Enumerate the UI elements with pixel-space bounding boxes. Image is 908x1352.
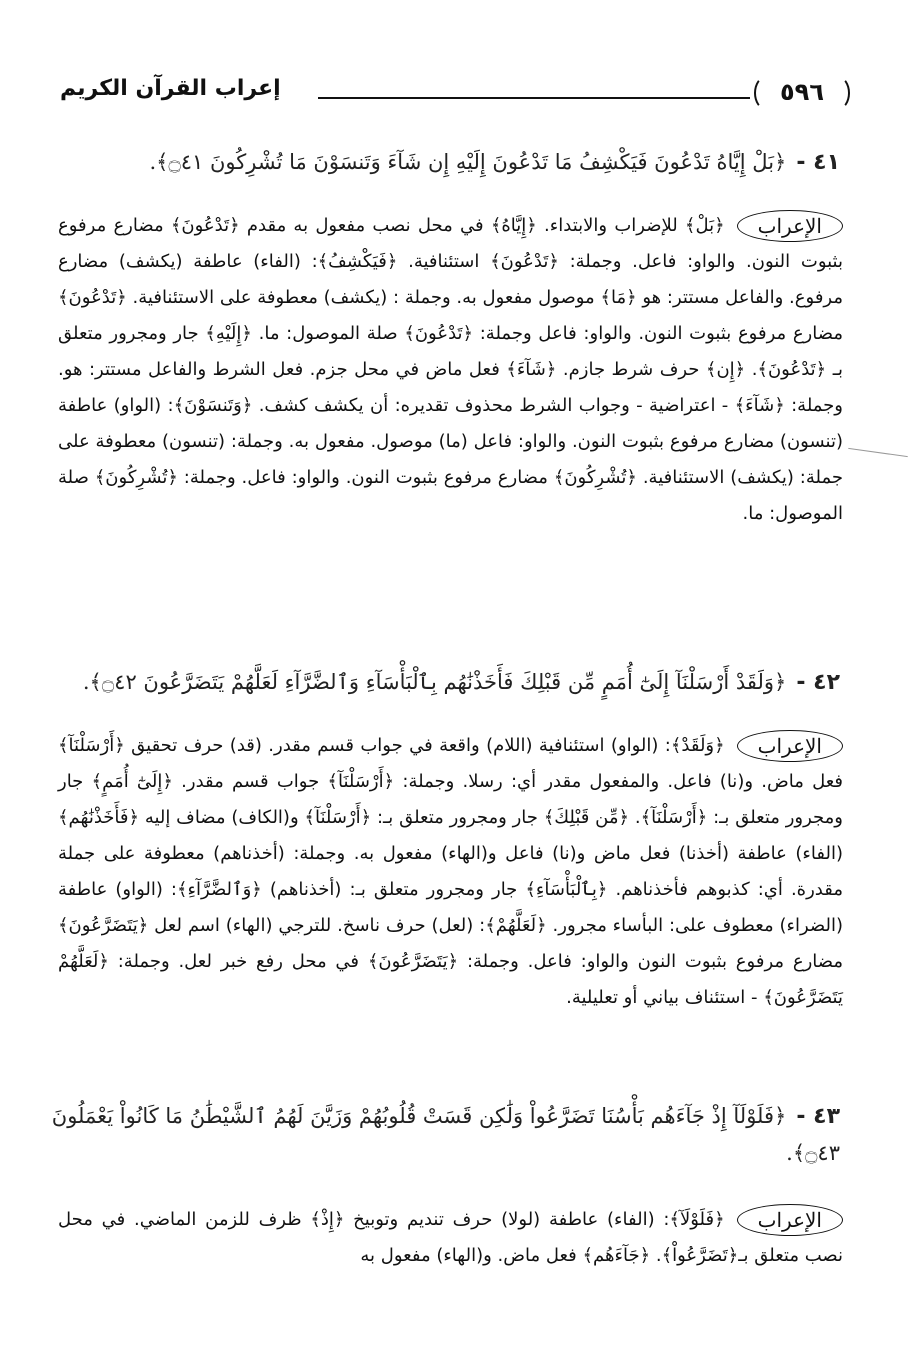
- verse-text: ﴿وَلَقَدْ أَرْسَلْنَآ إِلَىٰٓ أُمَمٍ مِّن قَبْلِكَ فَأَخَذْنَٰهُم بِٱلْبَأْسَآءِ وَٱلضَّرَّآءِ لَعَلَّهُمْ يَتَضَرَّعُونَ ۝٤٢﴾.: [82, 670, 787, 694]
- verse-number: ٤٣ -: [796, 1104, 840, 1129]
- irab-text: ﴿وَلَقَدْ﴾: (الواو) استئنافية (اللام) واقعة في جواب قسم مقدر. (قد) حرف تحقيق ﴿أَرْسَلْنَآ﴾ فعل ماض. و(نا) فاعل. والمفعول مقدر أي: رسلا. وجملة: ﴿أَرْسَلْنَآ﴾ جواب قسم مقدر. ﴿إِلَىٰٓ أُمَمٍ﴾ جار ومجرور متعلق بـ: ﴿أَرْسَلْنَآ﴾. ﴿مِّن قَبْلِكَ﴾ جار ومجرور متعلق بـ: ﴿أَرْسَلْنَآ﴾ و(الكاف) مضاف إليه ﴿فَأَخَذْنَٰهُم﴾ (الفاء) عاطفة (أخذنا) فعل ماض و(نا) فاعل و(الهاء) مفعول به. وجملة: (أخذناهم) معطوفة على جملة مقدرة. أي: كذبوهم فأخذناهم. ﴿بِٱلْبَأْسَآءِ﴾ جار ومجرور متعلق بـ: (أخذناهم) ﴿وَٱلضَّرَّآءِ﴾: (الواو) عاطفة (الضراء) معطوف على: البأساء مجرور. ﴿لَعَلَّهُمْ﴾: (لعل) حرف ناسخ. للترجي (الهاء) اسم لعل ﴿يَتَضَرَّعُونَ﴾ مضارع مرفوع بثبوت النون والواو: فاعل. وجملة: ﴿يَتَضَرَّعُونَ﴾ في محل رفع خبر لعل. وجملة: ﴿لَعَلَّهُمْ يَتَضَرَّعُونَ﴾ - استئناف بياني أو تعليلية.: [58, 735, 843, 1008]
- irab-block-42: [58, 728, 843, 1016]
- irab-label: الإعراب: [737, 730, 843, 762]
- verse-43: [40, 1098, 840, 1171]
- verse-42: [40, 664, 840, 701]
- irab-label: الإعراب: [737, 1204, 843, 1236]
- verse-number: ٤١ -: [796, 150, 840, 175]
- irab-text: ﴿بَلْ﴾ للإضراب والابتداء. ﴿إِيَّاهُ﴾ في محل نصب مفعول به مقدم ﴿تَدْعُونَ﴾ مضارع مرفوع بثبوت النون. والواو: فاعل. وجملة: ﴿تَدْعُونَ﴾ استئنافية. ﴿فَيَكْشِفُ﴾: (الفاء) عاطفة (يكشف) مضارع مرفوع. والفاعل مستتر: هو ﴿مَا﴾ موصول مفعول به. وجملة : (يكشف) معطوفة على الاستئنافية. ﴿تَدْعُونَ﴾ مضارع مرفوع بثبوت النون. والواو: فاعل وجملة: ﴿تَدْعُونَ﴾ صلة الموصول: ما. ﴿إِلَيْهِ﴾ جار ومجرور متعلق بـ ﴿تَدْعُونَ﴾. ﴿إِن﴾ حرف شرط جازم. ﴿شَآءَ﴾ فعل ماض في محل جزم. فعل الشرط والفاعل مستتر: هو. وجملة: ﴿شَآءَ﴾ - اعتراضية - وجواب الشرط محذوف تقديره: أن يكشف كشف. ﴿وَتَنسَوْنَ﴾: (الواو) عاطفة (تنسون) مضارع مرفوع بثبوت النون. والواو: فاعل (ما) موصول. مفعول به. وجملة: (تنسون) معطوفة على جملة: (يكشف) الاستئنافية. ﴿تُشْرِكُونَ﴾ مضارع مرفوع بثبوت النون. والواو: فاعل. وجملة: ﴿تُشْرِكُونَ﴾ صلة الموصول: ما.: [58, 215, 843, 524]
- verse-text: ﴿فَلَوْلَآ إِذْ جَآءَهُم بَأْسُنَا تَضَرَّعُواْ وَلَٰكِن قَسَتْ قُلُوبُهُمْ وَزَيَّنَ لَهُمُ ٱلشَّيْطَٰنُ مَا كَانُواْ يَعْمَلُونَ ۝٤٣﴾.: [51, 1104, 840, 1165]
- verse-number: ٤٢ -: [796, 670, 840, 695]
- scan-margin-mark: [848, 448, 908, 457]
- irab-label: الإعراب: [737, 210, 843, 242]
- header-rule: [318, 97, 750, 99]
- irab-text: ﴿فَلَوْلَآ﴾: (الفاء) عاطفة (لولا) حرف تنديم وتوبيخ ﴿إِذْ﴾ ظرف للزمن الماضي. في محل نصب متعلق بـ﴿تَضَرَّعُواْ﴾. ﴿جَآءَهُم﴾ فعل ماض. و(الهاء) مفعول به: [58, 1209, 843, 1266]
- irab-block-43: [58, 1202, 843, 1274]
- page-number: ٥٩٦: [754, 70, 850, 114]
- book-title: إعراب القرآن الكريم: [60, 76, 281, 101]
- verse-text: ﴿بَلْ إِيَّاهُ تَدْعُونَ فَيَكْشِفُ مَا تَدْعُونَ إِلَيْهِ إِن شَآءَ وَتَنسَوْنَ مَا تُشْرِكُونَ ۝٤١﴾.: [149, 150, 787, 174]
- page-header: [60, 70, 850, 118]
- irab-block-41: [58, 208, 843, 532]
- verse-41: [40, 144, 840, 181]
